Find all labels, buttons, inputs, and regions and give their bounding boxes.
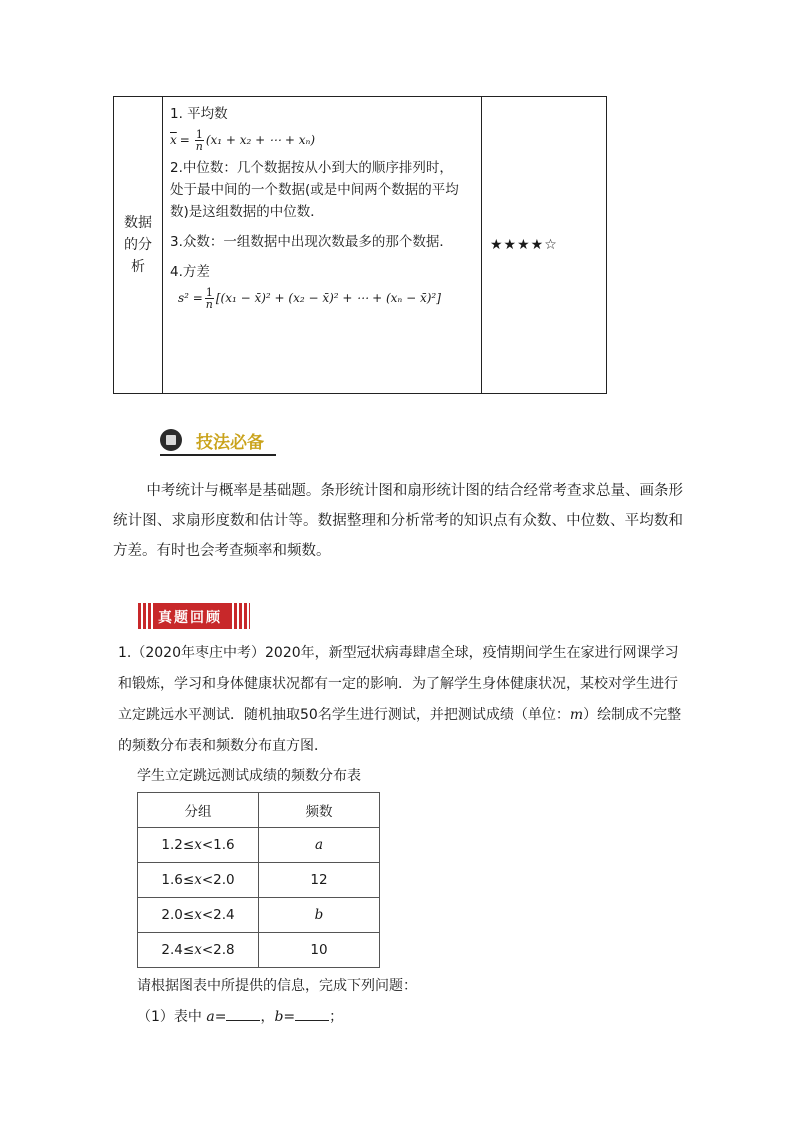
table-header-row	[138, 793, 380, 828]
var-a: a	[206, 1009, 215, 1025]
blank-b-input[interactable]	[295, 1006, 329, 1021]
group-var: x	[194, 942, 202, 958]
question-tail: ）绘制成不完整的频数分布表和频数分布直方图．	[118, 707, 682, 754]
topic-cell	[114, 97, 163, 394]
heading-underline	[160, 454, 276, 456]
blank-a-input[interactable]	[226, 1006, 260, 1021]
content-cell	[163, 97, 482, 394]
mode-definition: 3.众数：一组数据中出现次数最多的那个数据．	[170, 234, 453, 250]
review-banner-label: 真题回顾	[158, 610, 222, 626]
technique-paragraph: 中考统计与概率是基础题。条形统计图和扇形统计图的结合经常考查求总量、画条形统计图、求扇形度数和估计等。数据整理和分析常考的知识点有众数、中位数、平均数和方差。有时也会考查频率和频数。	[113, 483, 683, 559]
group-cell	[138, 898, 259, 933]
sub-question-prefix: （1）表中	[137, 1009, 207, 1025]
frequency-table	[137, 792, 380, 968]
group-low: 2.0≤	[161, 907, 195, 923]
median-definition: 2.中位数：几个数据按从小到大的顺序排列时，处于最中间的一个数据(或是中间两个数据的平均数)是这组数据的中位数．	[170, 160, 459, 220]
group-cell	[138, 863, 259, 898]
table-row	[138, 863, 380, 898]
mean-formula-eq: =	[179, 133, 190, 147]
group-var: x	[194, 837, 202, 853]
difficulty-rating: ★★★★☆	[490, 237, 558, 253]
mean-formula-body: (x₁ + x₂ + ⋯ + xₙ)	[205, 133, 316, 147]
eq-a: =	[214, 1009, 227, 1025]
mean-formula-fraction	[195, 129, 204, 152]
banner-stripes-left	[136, 603, 154, 629]
variance-formula-lhs: s² =	[178, 291, 203, 305]
question-unit: m	[569, 707, 584, 723]
question-number: 1.	[118, 645, 132, 661]
rating-cell	[482, 97, 607, 394]
variance-formula-num: 1	[205, 285, 213, 299]
frequency-cell: a	[259, 828, 380, 863]
var-b: b	[274, 1009, 284, 1025]
header-frequency: 频数	[259, 793, 380, 828]
table-row	[138, 898, 380, 933]
knowledge-table	[113, 96, 607, 394]
frequency-cell: 10	[259, 933, 380, 968]
end-mark: ；	[329, 1009, 344, 1025]
group-low: 1.2≤	[161, 837, 195, 853]
mean-formula	[170, 125, 481, 155]
separator: ，	[260, 1009, 275, 1025]
table-row	[138, 828, 380, 863]
header-group: 分组	[138, 793, 259, 828]
group-cell	[138, 933, 259, 968]
group-low: 1.6≤	[161, 872, 195, 888]
group-high: <2.4	[201, 907, 235, 923]
frequency-cell: 12	[259, 863, 380, 898]
review-banner	[136, 603, 250, 629]
variance-title: 4.方差	[170, 264, 210, 280]
topic-label: 数据的分析	[124, 215, 152, 275]
technique-heading: 技法必备	[196, 433, 264, 453]
variance-formula-den: n	[205, 297, 213, 311]
group-var: x	[194, 872, 202, 888]
table-caption: 学生立定跳远测试成绩的频数分布表	[137, 768, 361, 784]
question-text: 2020年，新型冠状病毒肆虐全球，疫情期间学生在家进行网课学习和锻炼，学习和身体健康状况都有一定的影响．为了解学生身体健康状况，某校对学生进行立定跳远水平测试．随机抽取50名学生进行测试，并把测试成绩（单位：	[118, 645, 679, 723]
group-high: <1.6	[201, 837, 235, 853]
table-row	[138, 933, 380, 968]
group-low: 2.4≤	[161, 942, 195, 958]
book-icon	[160, 429, 182, 451]
group-var: x	[194, 907, 202, 923]
question-body	[118, 638, 684, 762]
group-high: <2.8	[201, 942, 235, 958]
question-source: （2020年枣庄中考）	[131, 645, 265, 661]
banner-stripes-right	[232, 603, 250, 629]
question-prompt: 请根据图表中所提供的信息，完成下列问题：	[137, 978, 417, 994]
mean-formula-lhs: $\overline{x}$	[170, 133, 177, 147]
variance-formula-fraction	[205, 287, 214, 310]
group-high: <2.0	[201, 872, 235, 888]
group-cell	[138, 828, 259, 863]
eq-b: =	[283, 1009, 296, 1025]
variance-formula-body: [(x₁ − x̄)² + (x₂ − x̄)² + ⋯ + (xₙ − x̄)²]	[215, 291, 441, 305]
mean-formula-den: n	[195, 139, 203, 153]
sub-question-1	[137, 1006, 343, 1026]
mean-title: 1. 平均数	[170, 106, 228, 122]
frequency-cell: b	[259, 898, 380, 933]
mean-formula-num: 1	[195, 127, 203, 141]
variance-formula	[170, 283, 481, 313]
